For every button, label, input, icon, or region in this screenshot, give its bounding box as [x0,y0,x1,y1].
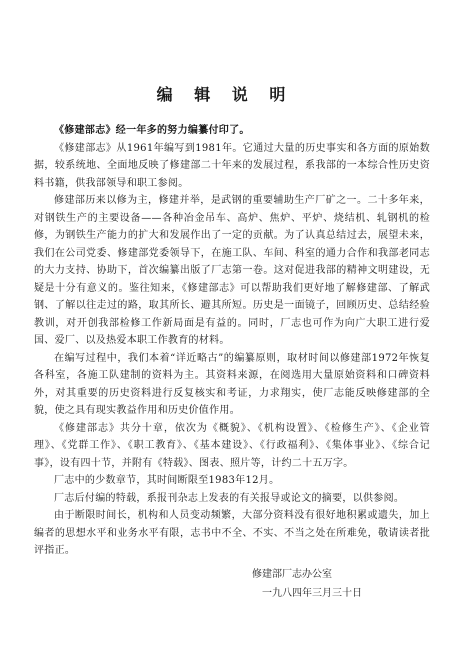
paragraph-appendix: 厂志后付编的特载，系报刊杂志上发表的有关报导或论文的摘要，以供参阅。 [54,492,405,504]
paragraph-chapters: 《修建部志》共分十章，依次为《概貌》、《机构设置》、《检修生产》、《企业管理》、《党群工作》、《职工教育》、《基本建设》、《行政福利》、《集体事业》、《综合记事》，设有四十节，并附有《特载》、图表、照片等，计约二十五万字。 [34,422,430,469]
paragraph-time-limit: 厂志中的少数章节，其时间断限至1983年12月。 [54,475,280,486]
paragraph-apology: 由于断限时间长，机构和人员变动频繁，大部分资料没有很好地积累或遗失，加上编者的思想水平和业务水平有限，志书中不全、不实、不当之处在所难免，敬请读者批评指正。 [34,510,430,556]
signature-date: 一九八四年三月三十日 [262,588,362,599]
paragraph-scope: 《修建部志》从1961年编写到1981年。它通过大量的历史事实和各方面的原始数据，较系统地、全面地反映了修建部二十年来的发展过程，系我部的一本综合性历史资料书籍，供我部领导和职工参阅。 [34,142,430,189]
document-title: 编 辑 说 明 [156,85,294,104]
paragraph-history: 修建部历来以修为主，修建并举，是武钢的重要辅助生产厂矿之一。二十多年来，对钢铁生产的主要设备——各种冶金吊车、高炉、焦炉、平炉、烧结机、轧钢机的检修，为钢铁生产能力的扩大和发展作出了一定的贡献。为了认真总结过去，展望未来，我们在公司党委、修建部党委领导下，在施工队、车间、科室的通力合作和我部老同志的大力支持、协助下，首次编纂出版了厂志第一卷。这对促进我部的精神文明建设，无疑是十分有意义的。鉴往知来，《修建部志》可以帮助我们更好地了解修建部、了解武钢、了解以往走过的路，取其所长、避其所短。历史是一面镜子，回顾历史、总结经验教训，对开创我部检修工作新局面是有益的。同时，厂志也可作为向广大职工进行爱国、爱厂、以及热爱本职工作教育的材料。 [34,195,430,346]
signature-office: 修建部厂志办公室 [252,569,332,580]
paragraph-principles: 在编写过程中，我们本着“详近略古”的编纂原则，取材时间以修建部1972年恢复各科室，各施工队建制的资料为主。其资料来源，在阅选用大量原始资料和口碑资料外，对其重要的历史资料进行反复核实和考证，力求翔实，使厂志能反映修建部的全貌，使之具有现实教益作用和历史价值作用。 [34,352,430,416]
paragraph-intro: 《修建部志》经一年多的努力编纂付印了。 [54,125,250,136]
document-body [34,122,430,560]
